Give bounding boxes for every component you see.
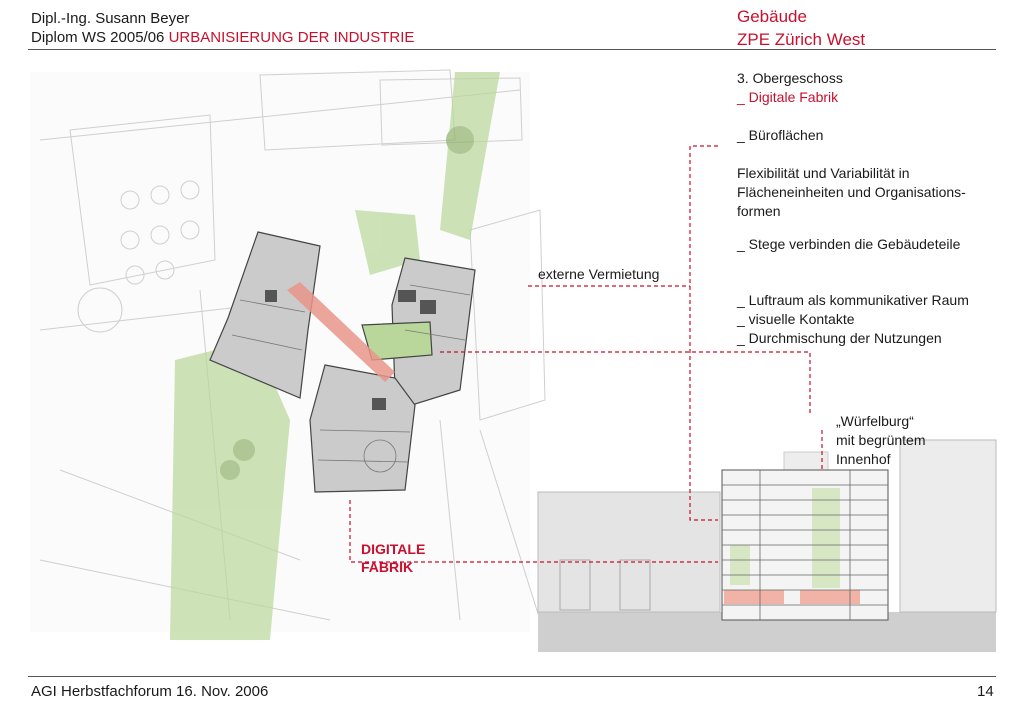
page-number: 14 xyxy=(977,683,994,700)
label-digital-factory-line1: DIGITALE xyxy=(361,541,426,557)
note-digital-factory: _ Digitale Fabrik xyxy=(737,89,839,105)
note-floor: 3. Obergeschoss xyxy=(737,70,843,86)
slide-title-line2: ZPE Zürich West xyxy=(737,30,866,49)
slide-title-line1: Gebäude xyxy=(737,7,807,26)
footer-event: AGI Herbstfachforum 16. Nov. 2006 xyxy=(31,683,269,700)
label-wuerfelburg-line1: „Würfelburg“ xyxy=(836,413,914,429)
label-digital-factory-line2: FABRIK xyxy=(361,559,414,575)
course-prefix: Diplom WS 2005/06 xyxy=(31,29,165,46)
label-wuerfelburg-line2: mit begrüntem xyxy=(836,432,926,448)
section-drawing xyxy=(538,440,996,652)
note-flex-line1: Flexibilität und Variabilität in xyxy=(737,165,910,181)
label-wuerfelburg-line3: Innenhof xyxy=(836,451,891,467)
author-name: Dipl.-Ing. Susann Beyer xyxy=(31,10,190,27)
footer-rule xyxy=(28,676,996,677)
note-flex-line2: Flächeneinheiten und Organisations- xyxy=(737,184,966,200)
note-airspace: _ Luftraum als kommunikativer Raum xyxy=(737,292,969,308)
note-flex-line3: formen xyxy=(737,203,781,219)
note-office: _ Büroflächen xyxy=(737,127,824,143)
note-visual-contacts: _ visuelle Kontakte xyxy=(737,311,855,327)
label-external-rental: externe Vermietung xyxy=(538,266,660,282)
note-bridges: _ Stege verbinden die Gebäudeteile xyxy=(737,236,961,252)
note-mixed-use: _ Durchmischung der Nutzungen xyxy=(737,330,942,346)
course-title: URBANISIERUNG DER INDUSTRIE xyxy=(168,29,415,46)
